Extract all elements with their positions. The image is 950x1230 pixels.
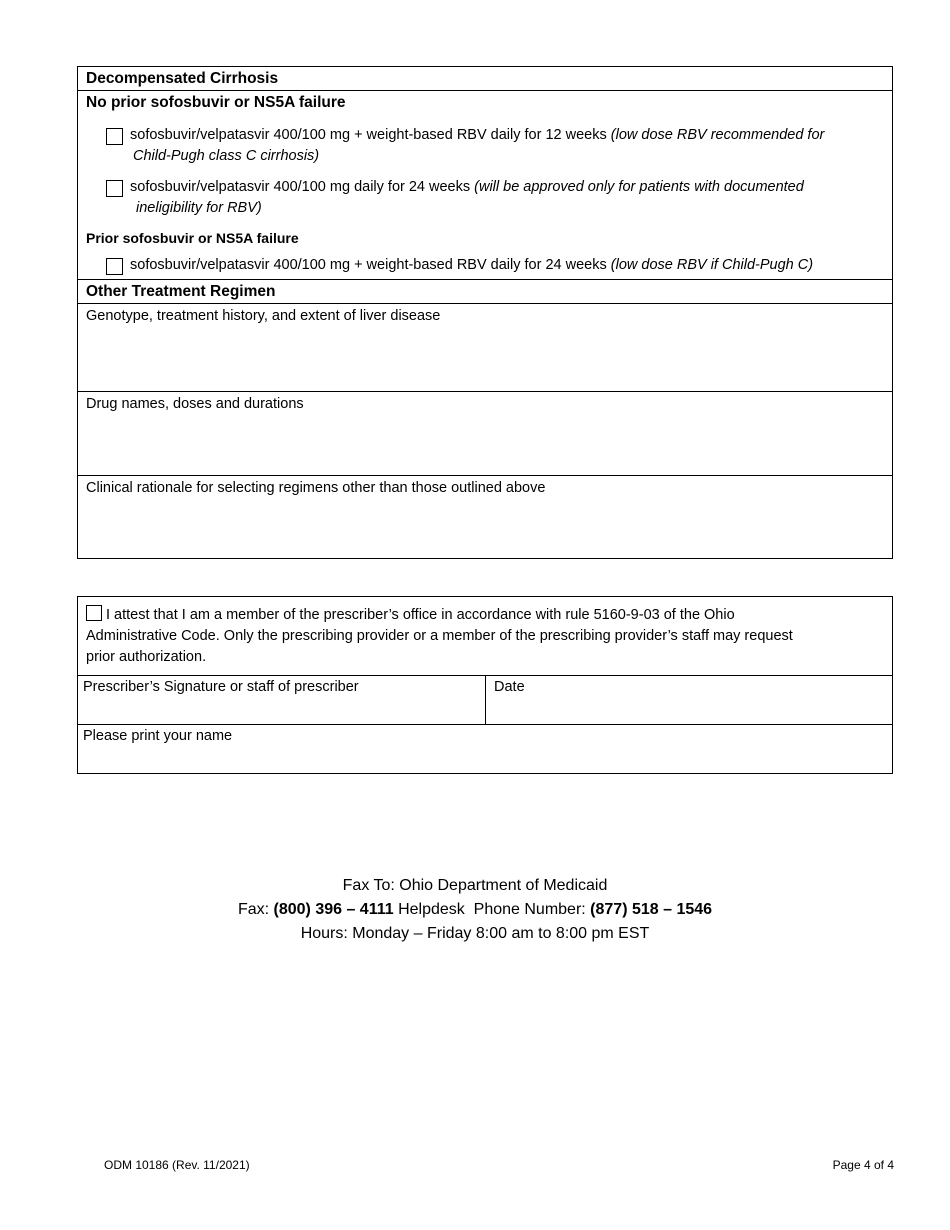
field-clinical-rationale[interactable] — [78, 475, 892, 559]
field-label: Genotype, treatment history, and extent of liver disease — [86, 308, 441, 324]
section-title-decompensated-cirrhosis: Decompensated Cirrhosis — [78, 67, 892, 91]
attestation-statement — [78, 597, 892, 676]
option-text: sofosbuvir/velpatasvir 400/100 mg + weight-based RBV daily for 24 weeks — [130, 257, 607, 273]
option-text: sofosbuvir/velpatasvir 400/100 mg daily for 24 weeks — [130, 179, 471, 195]
fax-label: Fax: — [237, 901, 274, 918]
treatment-table — [77, 66, 893, 559]
prescriber-signature-field[interactable] — [78, 676, 486, 724]
checkbox-sof-vel-rbv-12wk[interactable] — [106, 128, 123, 145]
attest-line2: Administrative Code. Only the prescribing provider or a member of the prescribing provider’s staff may request — [86, 628, 793, 644]
hours-line: Hours: Monday – Friday 8:00 am to 8:00 pm EST — [300, 925, 650, 942]
signature-label: Prescriber’s Signature or staff of prescriber — [83, 679, 359, 695]
option-text: sofosbuvir/velpatasvir 400/100 mg + weight-based RBV daily for 12 weeks — [130, 127, 607, 143]
attest-line1: I attest that I am a member of the prescriber’s office in accordance with rule 5160-9-03 of the Ohio — [106, 607, 735, 623]
helpdesk-label: Helpdesk Phone Number: — [393, 901, 591, 918]
checkbox-sof-vel-24wk[interactable] — [106, 180, 123, 197]
option-note-cont: Child-Pugh class C cirrhosis) — [133, 148, 320, 164]
fax-to-line: Fax To: Ohio Department of Medicaid — [342, 877, 608, 894]
option-sof-vel-rbv-12wk — [78, 125, 892, 167]
field-label: Drug names, doses and durations — [86, 396, 304, 412]
option-sof-vel-rbv-24wk — [78, 255, 892, 276]
form-id: ODM 10186 (Rev. 11/2021) — [104, 1158, 250, 1172]
contact-info — [0, 874, 950, 946]
checkbox-sof-vel-rbv-24wk[interactable] — [106, 258, 123, 275]
page-number: Page 4 of 4 — [832, 1158, 894, 1172]
option-note: (will be approved only for patients with documented — [474, 179, 804, 195]
attest-line3: prior authorization. — [86, 649, 207, 665]
print-name-label: Please print your name — [83, 728, 233, 744]
helpdesk-number: (877) 518 – 1546 — [590, 901, 713, 918]
attestation-table — [77, 596, 893, 774]
section-title-other-regimen: Other Treatment Regimen — [78, 279, 892, 304]
option-note-cont: ineligibility for RBV) — [136, 200, 262, 216]
print-name-field[interactable] — [78, 725, 892, 748]
signature-row — [78, 676, 892, 725]
date-label: Date — [494, 679, 525, 695]
date-field[interactable] — [486, 676, 892, 724]
option-note: (low dose RBV recommended for — [610, 127, 825, 143]
checkbox-attestation[interactable] — [86, 605, 102, 621]
fax-phone-line — [0, 898, 950, 922]
option-note: (low dose RBV if Child-Pugh C) — [610, 257, 814, 273]
subheading-prior-failure: Prior sofosbuvir or NS5A failure — [86, 230, 299, 246]
field-drug-names-doses[interactable] — [78, 391, 892, 475]
field-label: Clinical rationale for selecting regimens other than those outlined above — [86, 480, 546, 496]
field-genotype-history[interactable] — [78, 304, 892, 391]
subheading-no-prior-failure: No prior sofosbuvir or NS5A failure — [86, 94, 346, 111]
fax-number: (800) 396 – 4111 — [273, 901, 394, 918]
option-sof-vel-24wk — [78, 177, 892, 219]
